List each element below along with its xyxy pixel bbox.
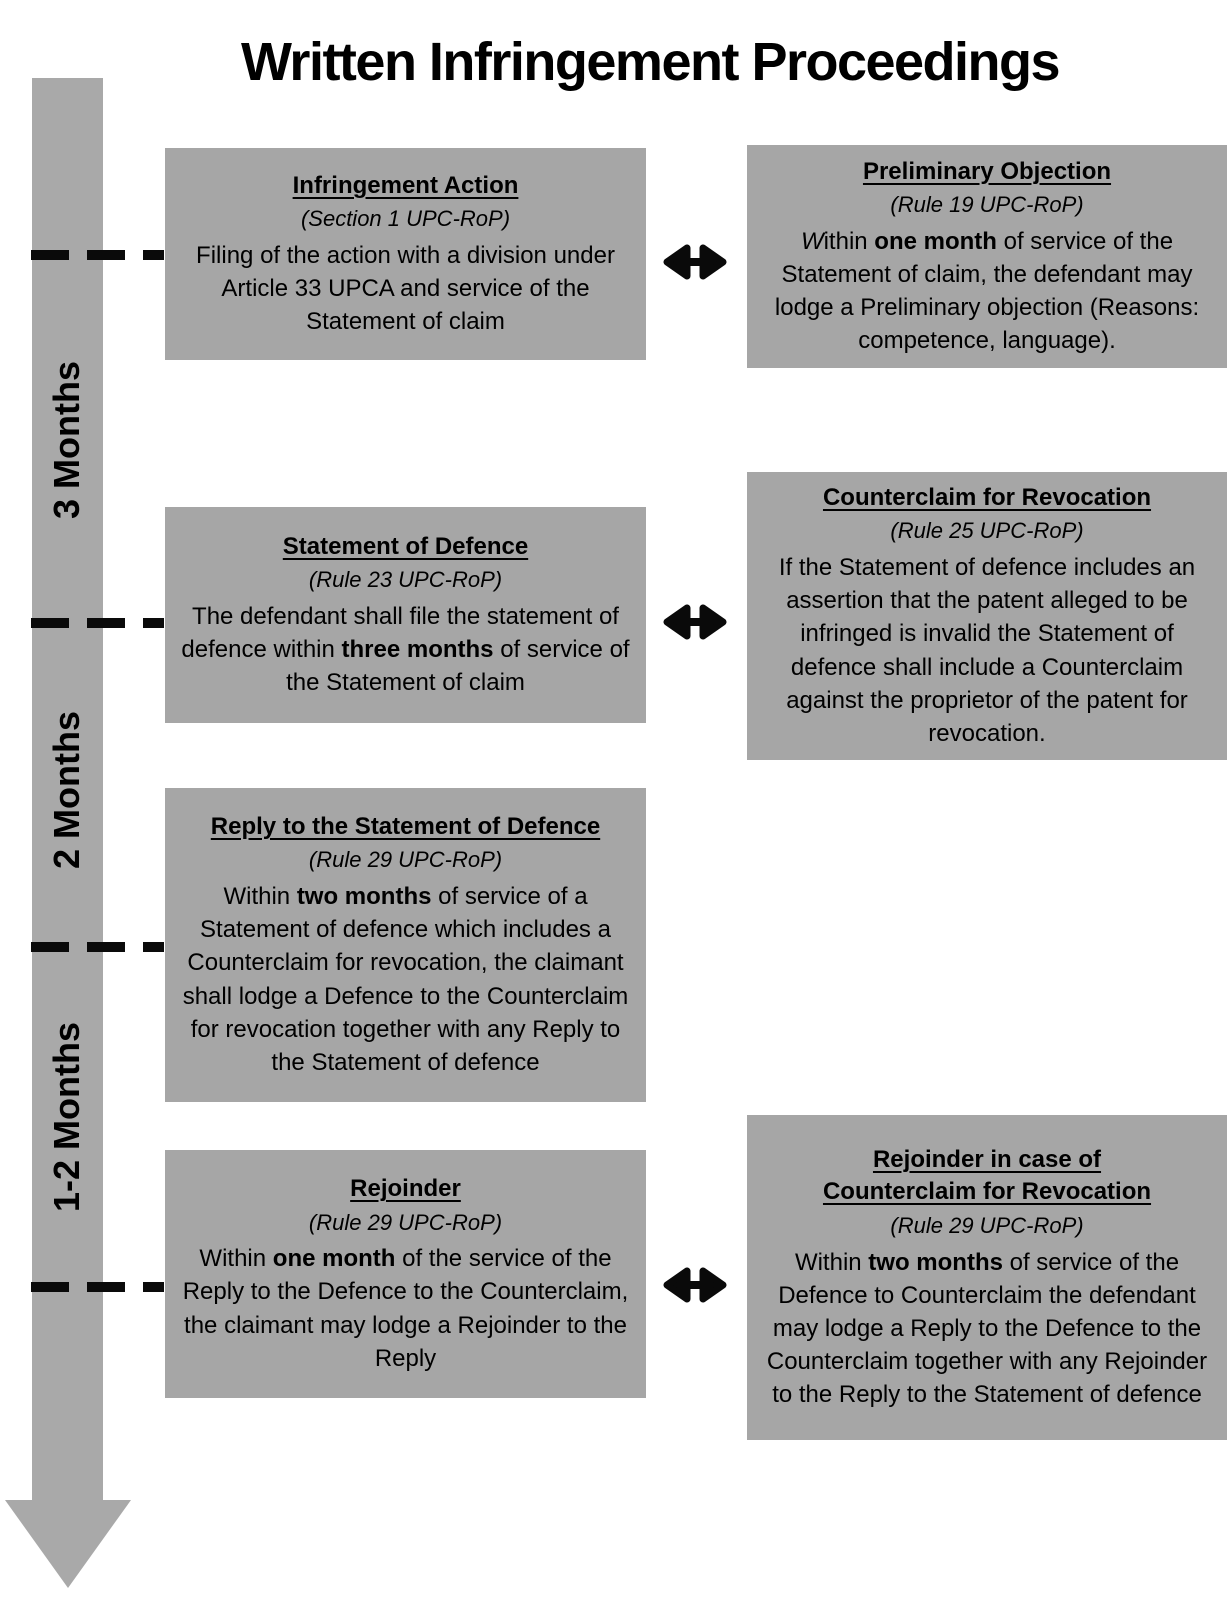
box-body: Within one month of the service of the Reply to the Defence to the Counterclaim, the claimant may lodge a Rejoinder to the Reply	[182, 1245, 629, 1372]
box-body: Filing of the action with a division under Article 33 UPCA and service of the Statement of claim	[196, 241, 615, 336]
box-rule: (Rule 25 UPC-RoP)	[890, 518, 1084, 544]
timeline-label-1-2-months: 1-2 Months	[46, 1022, 87, 1213]
box-rule: (Rule 29 UPC-RoP)	[308, 847, 503, 873]
box-body: Within two months of service of the Defence to Counterclaim the defendant may lodge a Reply to the Defence to the Counterclaim together with any Rejoinder to the Reply to the Statement of defence	[766, 1248, 1208, 1408]
timeline-label-3-months: 3 Months	[46, 361, 87, 519]
box-rejoinder	[165, 1150, 646, 1398]
box-title: Counterclaim for Revocation	[822, 484, 1152, 512]
box-title: Rejoinder	[350, 1175, 461, 1203]
box-statement-of-defence	[165, 507, 646, 723]
box-counterclaim-for-revocation	[747, 472, 1227, 760]
box-body: Within one month of service of the Statement of claim, the defendant may lodge a Preliminary objection (Reasons: competence, language).	[774, 227, 1200, 355]
box-rule: (Rule 23 UPC-RoP)	[308, 567, 503, 593]
box-reply-to-statement-of-defence	[165, 788, 646, 1102]
dashed-marker-2	[31, 618, 164, 628]
double-arrow-icon	[660, 1261, 730, 1309]
box-rejoinder-counterclaim-revocation	[747, 1115, 1227, 1440]
box-title: Preliminary Objection	[862, 157, 1112, 185]
timeline-arrowhead-icon	[5, 1500, 131, 1588]
box-body: Within two months of service of a Statement of defence which includes a Counterclaim for revocation, the claimant shall lodge a Defence to the Counterclaim for revocation together with any Reply to the Statement of defence	[182, 883, 629, 1076]
page-title: Written Infringement Proceedings	[240, 32, 1060, 92]
box-title: Reply to the Statement of Defence	[210, 813, 601, 841]
timeline-label-2-months: 2 Months	[46, 711, 87, 869]
dashed-marker-1	[31, 250, 164, 260]
dashed-marker-4	[31, 1282, 164, 1292]
box-title: Infringement Action	[292, 171, 519, 199]
box-title: Statement of Defence	[282, 532, 529, 560]
box-body: The defendant shall file the statement of defence within three months of service of the Statement of claim	[181, 602, 630, 697]
box-body: If the Statement of defence includes an assertion that the patent alleged to be infringed is invalid the Statement of defence shall include a Counterclaim against the proprietor of the patent for revocation.	[778, 554, 1196, 747]
box-rule: (Rule 29 UPC-RoP)	[308, 1209, 503, 1235]
double-arrow-icon	[660, 238, 730, 286]
double-arrow-icon	[660, 598, 730, 646]
box-rule: (Rule 29 UPC-RoP)	[890, 1212, 1084, 1238]
box-rule: (Section 1 UPC-RoP)	[300, 206, 511, 232]
box-infringement-action	[165, 148, 646, 360]
box-preliminary-objection	[747, 145, 1227, 368]
box-rule: (Rule 19 UPC-RoP)	[890, 192, 1084, 218]
box-title: Rejoinder in case of Counterclaim for Revocation	[822, 1145, 1152, 1206]
dashed-marker-3	[31, 942, 164, 952]
